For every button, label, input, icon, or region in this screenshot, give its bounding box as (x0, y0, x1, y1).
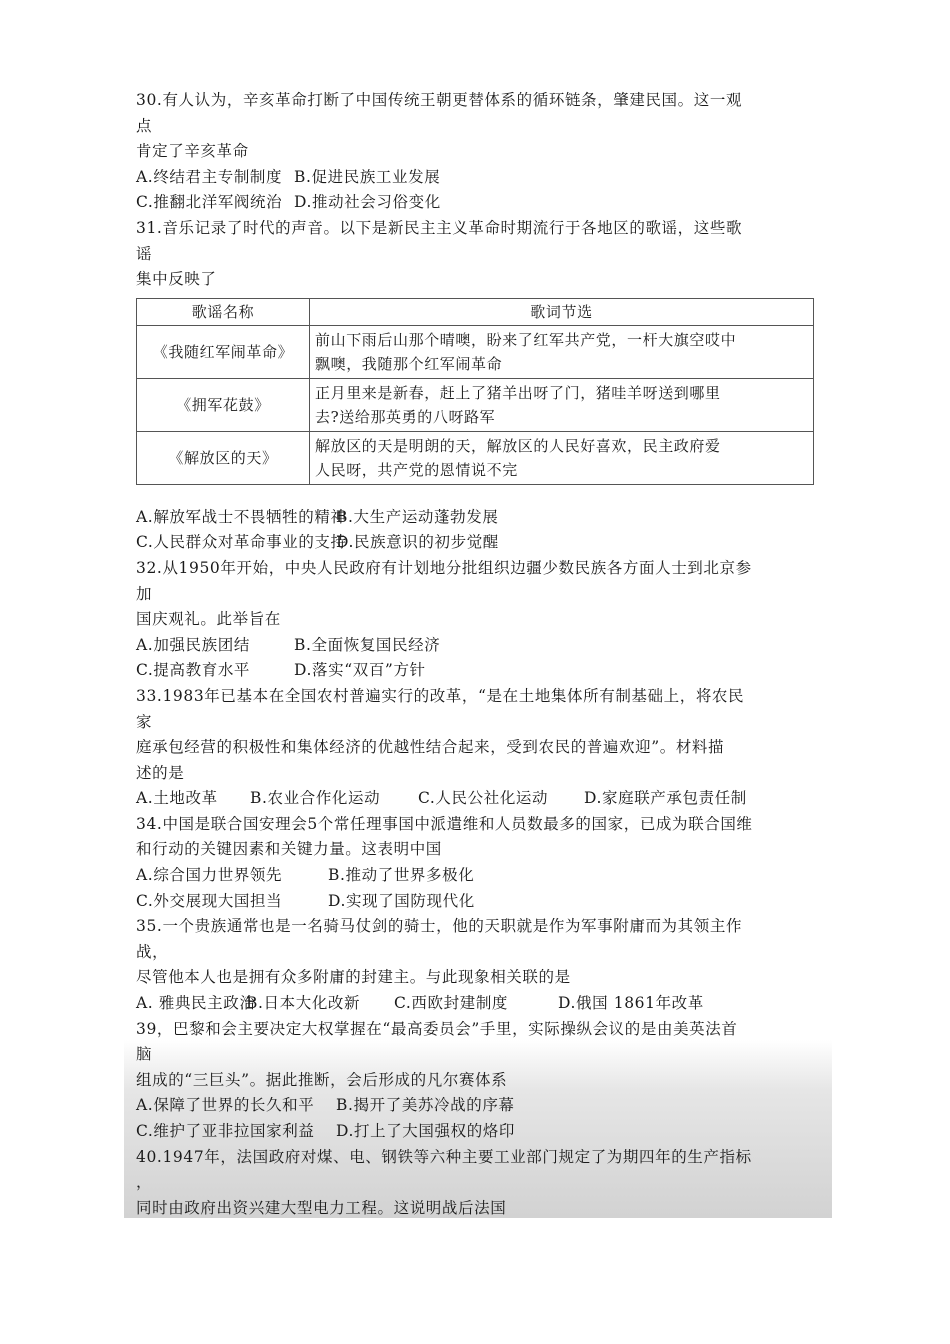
question-stem-line: 35.一个贵族通常也是一名骑马仗剑的骑士，他的天职就是作为军事附庸而为其领主作 (136, 917, 743, 936)
option-b: B.日本大化改新 (246, 994, 361, 1013)
option-d: D.俄国 1861年改革 (558, 994, 704, 1013)
question-stem-line: 同时由政府出资兴建大型电力工程。这说明战后法国 (136, 1198, 507, 1217)
question-stem-line: 组成的“三巨头”。据此推断，会后形成的凡尔赛体系 (136, 1070, 508, 1089)
option-row (136, 633, 826, 659)
question-stem-line: 39，巴黎和会主要决定大权掌握在“最高委员会”手里，实际操纵会议的是由美英法首 (136, 1019, 738, 1038)
option-d: D.打上了大国强权的烙印 (336, 1122, 516, 1140)
option-d: D.家庭联产承包责任制 (584, 789, 747, 808)
question-stem-line: ， (136, 1173, 153, 1192)
table-row (137, 431, 814, 484)
exam-page (124, 80, 832, 1218)
question-39 (136, 1017, 826, 1145)
option-b: B.促进民族工业发展 (294, 167, 441, 186)
option-d: D.实现了国防现代化 (328, 891, 475, 910)
option-a: A.综合国力世界领先 (136, 866, 283, 885)
option-row (136, 530, 826, 556)
question-stem-line: 34.中国是联合国安理会5个常任理事国中派遣维和人员数最多的国家，已成为联合国维 (136, 814, 753, 833)
question-stem-line: 国庆观礼。此举旨在 (136, 610, 281, 629)
option-a: A.解放军战士不畏牺牲的精神 (136, 507, 347, 526)
question-stem-line: 和行动的关键因素和关键力量。这表明中国 (136, 840, 442, 859)
question-stem-line: 家 (136, 712, 153, 731)
question-34 (136, 812, 826, 914)
option-a: A.终结君主专制制度 (136, 167, 283, 186)
table-header-lyric: 歌词节选 (310, 298, 814, 325)
lyric-line: 去?送给那英勇的八呀路军 (315, 407, 496, 426)
option-row (136, 889, 826, 915)
question-stem-line: 集中反映了 (136, 270, 217, 289)
option-row (136, 190, 826, 216)
question-32 (136, 556, 826, 684)
question-stem-line: 32.从1950年开始，中央人民政府有计划地分批组织边疆少数民族各方面人士到北京参 (136, 558, 752, 577)
question-stem-line: 战， (136, 942, 169, 961)
question-stem-line: 谣 (136, 244, 153, 263)
option-c: C.提高教育水平 (136, 661, 251, 680)
option-row (136, 786, 826, 812)
lyric-line: 飘噢，我随那个红军闹革命 (315, 354, 503, 373)
table-row (137, 378, 814, 431)
question-stem-line: 31.音乐记录了时代的声音。以下是新民主主义革命时期流行于各地区的歌谣，这些歌 (136, 218, 743, 237)
song-table (136, 298, 814, 485)
question-31 (136, 216, 826, 556)
option-row (136, 863, 826, 889)
table-row (137, 325, 814, 378)
question-stem-line: 脑 (136, 1045, 153, 1064)
question-stem-line: 述的是 (136, 763, 185, 782)
option-b: B.揭开了美苏冷战的序幕 (336, 1096, 515, 1115)
option-b: B.推动了世界多极化 (328, 866, 475, 885)
question-stem-line: 30.有人认为，辛亥革命打断了中国传统王朝更替体系的循环链条，肇建民国。这一观 (136, 91, 743, 109)
option-d: D.落实“双百”方针 (294, 661, 426, 680)
question-stem-line: 40.1947年，法国政府对煤、电、钢铁等六种主要工业部门规定了为期四年的生产指标 (136, 1147, 752, 1166)
question-40 (136, 1145, 826, 1222)
option-row (136, 165, 826, 191)
option-d: D.推动社会习俗变化 (294, 193, 441, 212)
lyric-line: 正月里来是新春，赶上了猪羊出呀了门，猪哇羊呀送到哪里 (315, 383, 721, 402)
table-header-name: 歌谣名称 (137, 298, 310, 325)
option-c: C.外交展现大国担当 (136, 891, 283, 910)
lyric-line: 解放区的天是明朗的天，解放区的人民好喜欢，民主政府爱 (315, 436, 721, 455)
question-stem-line: 33.1983年已基本在全国农村普遍实行的改革，“是在土地集体所有制基础上，将农民 (136, 686, 745, 705)
question-stem-line: 点 (136, 116, 153, 135)
option-b: B.大生产运动蓬勃发展 (336, 507, 499, 526)
lyric-line: 前山下雨后山那个晴噢，盼来了红军共产党，一杆大旗空哎中 (315, 330, 737, 349)
option-a: A.土地改革 (136, 789, 218, 808)
song-name: 《我随红军闹革命》 (137, 325, 310, 378)
question-stem-line: 庭承包经营的积极性和集体经济的优越性结合起来，受到农民的普遍欢迎”。材料描 (136, 738, 725, 757)
question-35 (136, 914, 826, 1016)
song-lyric (310, 378, 814, 431)
song-name: 《解放区的天》 (137, 431, 310, 484)
option-c: C.推翻北洋军阀统治 (136, 193, 283, 212)
question-30 (136, 88, 826, 216)
option-row (136, 991, 826, 1017)
option-b: B.农业合作化运动 (250, 789, 381, 808)
option-a: A. 雅典民主政治 (136, 994, 256, 1013)
question-list (136, 88, 826, 1221)
option-c: C.维护了亚非拉国家利益 (136, 1122, 315, 1140)
question-33 (136, 684, 826, 812)
option-c: C.西欧封建制度 (394, 994, 509, 1013)
option-row (136, 1093, 826, 1119)
song-name: 《拥军花鼓》 (137, 378, 310, 431)
option-row (136, 1119, 826, 1145)
question-stem-line: 尽管他本人也是拥有众多附庸的封建主。与此现象相关联的是 (136, 968, 571, 987)
option-c: C.人民公社化运动 (418, 789, 549, 808)
lyric-line: 人民呀，共产党的恩情说不完 (315, 460, 518, 479)
option-a: A.加强民族团结 (136, 635, 250, 654)
option-c: C.人民群众对革命事业的支持 (136, 533, 347, 552)
table-header-row (137, 298, 814, 325)
song-lyric (310, 431, 814, 484)
option-row (136, 505, 826, 531)
option-b: B.全面恢复国民经济 (294, 635, 441, 654)
song-lyric (310, 325, 814, 378)
option-row (136, 658, 826, 684)
question-stem-line: 肯定了辛亥革命 (136, 142, 249, 161)
option-a: A.保障了世界的长久和平 (136, 1096, 315, 1115)
question-stem-line: 加 (136, 584, 153, 603)
option-d: D.民族意识的初步觉醒 (336, 533, 499, 552)
